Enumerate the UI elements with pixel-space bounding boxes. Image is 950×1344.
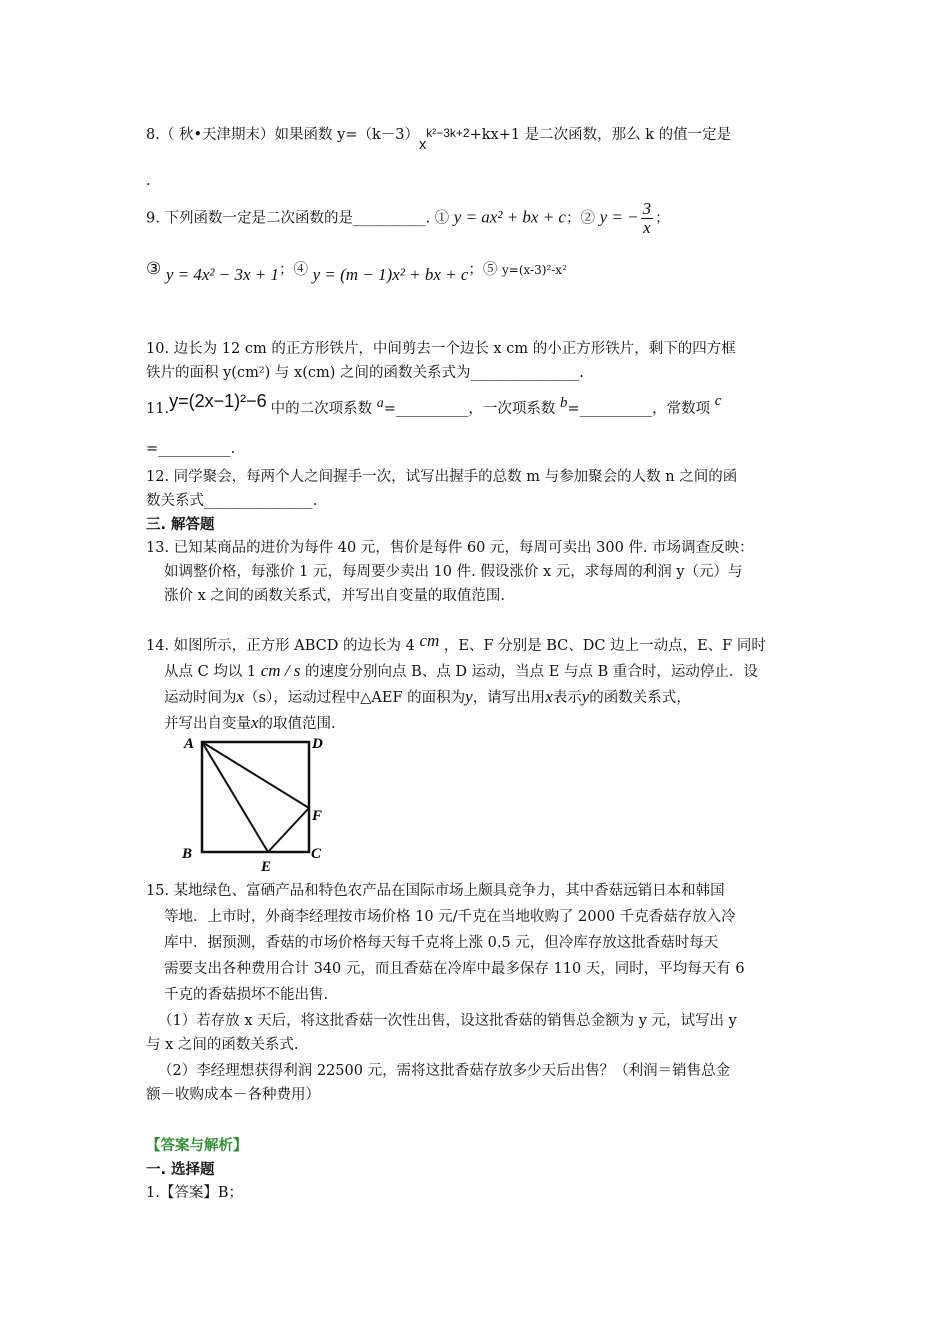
q12-line2: 数关系式_______________.: [146, 493, 318, 509]
q9-formula-3: y = 4x² − 3x + 1: [165, 265, 280, 284]
q15-line6: （1）若存放 x 天后，将这批香菇一次性出售，设这批香菇的销售总金额为 y 元，试写出 y: [158, 1013, 737, 1029]
answers-heading: 【答案与解析】: [146, 1138, 248, 1154]
q14-line4: 并写出自变量x的取值范围.: [164, 713, 336, 732]
label-c: C: [311, 846, 322, 862]
q10-line1: 10. 边长为 12 cm 的正方形铁片，中间剪去一个边长 x cm 的小正方形铁片，剩下的四方框: [146, 341, 736, 357]
label-f: F: [312, 808, 323, 824]
q8-end-dot: .: [146, 173, 151, 189]
label-a: A: [184, 736, 195, 752]
q15-line9: 额－收购成本－各种费用）: [146, 1087, 320, 1103]
q13-line2: 如调整价格，每涨价 1 元，每周要少卖出 10 件. 假设涨价 x 元，求每周的利润 y（元）与: [164, 564, 743, 580]
label-e: E: [261, 859, 272, 872]
q14-line3: 运动时间为x（s），运动过程中△AEF 的面积为y，请写出用x表示y的函数关系式，: [164, 687, 691, 706]
q13-line1: 13. 已知某商品的进价为每件 40 元，售价是每件 60 元，每周可卖出 300 件. 市场调查反映：: [146, 540, 754, 556]
q9-formula-2: y = −: [599, 207, 639, 227]
q12-line1: 12. 同学聚会，每两个人之间握手一次，试写出握手的总数 m 与参加聚会的人数 n 之间的函: [146, 469, 738, 485]
q9-formula-4: y = (m − 1)x² + bx + c: [312, 265, 469, 284]
q8-line: 8.（ 秋•天津期末）如果函数 $y=(k-3)x^{k^2-3k+2}+kx+1$ 是二次函数，那么 k 的值一定是: [146, 118, 731, 146]
answer-1: 1.【答案】B；: [146, 1185, 243, 1201]
q9-line2: ③ y = 4x² − 3x + 1；④ y = (m − 1)x² + bx + c；⑤ y=(x-3)²-x²: [146, 259, 567, 284]
answers-section-1: 一. 选择题: [146, 1162, 215, 1178]
q9-line1: 9. 下列函数一定是二次函数的是__________. ① y = ax² + bx + c；② y = − $\frac{3}{x}$ ；: [146, 199, 670, 237]
q9-fraction: $\frac{3}{x}$: [642, 199, 652, 237]
q13-line3: 涨价 x 之间的函数关系式，并写出自变量的取值范围.: [164, 588, 506, 604]
q14-square-figure: [170, 732, 330, 872]
q15-line3: 库中．据预测，香菇的市场价格每天每千克将上涨 0.5 元，但冷库存放这批香菇时每天: [164, 935, 719, 951]
q9-formula-1: y = ax² + bx + c: [453, 207, 566, 227]
q14-line2: 从点 C 均以 1 cm / s 的速度分别向点 B、点 D 运动，当点 E 与点 B 重合时，运动停止．设: [164, 661, 758, 680]
segment-ae: [202, 742, 268, 852]
section-3-heading: 三. 解答题: [146, 517, 215, 533]
q15-line1: 15. 某地绿色、富硒产品和特色农产品在国际市场上颇具竞争力，其中香菇远销日本和韩国: [146, 883, 725, 899]
q11-line1: 11.y=(2x−1)²−6 中的二次项系数 a=__________，一次项系数 b=__________，常数项 c: [146, 391, 722, 417]
segment-ef: [268, 808, 309, 852]
q15-line7: 与 x 之间的函数关系式.: [146, 1037, 299, 1053]
q11-formula: y=(2x−1)²−6: [169, 391, 267, 411]
q15-line8: （2）李经理想获得利润 22500 元，需将这批香菇存放多少天后出售？（利润＝销售总金: [158, 1063, 731, 1079]
q8-power: $x^{k^2-3k+2}$: [418, 126, 470, 153]
label-b: B: [182, 846, 193, 862]
segment-af: [202, 742, 309, 808]
q15-line2: 等地．上市时，外商李经理按市场价格 10 元/千克在当地收购了 2000 千克香菇存放入冷: [164, 909, 736, 925]
q9-formula-5: y=(x-3)²-x²: [502, 263, 567, 277]
q15-line4: 需要支出各种费用合计 340 元，而且香菇在冷库中最多保存 110 天，同时，平均每天有 6: [164, 961, 745, 977]
q15-line5: 千克的香菇损坏不能出售.: [164, 987, 329, 1003]
q14-line1: 14. 如图所示，正方形 ABCD 的边长为 4 cm ，E、F 分别是 BC、DC 边上一动点，E、F 同时: [146, 631, 766, 654]
q11-line2: =__________.: [146, 441, 236, 457]
label-d: D: [312, 736, 323, 752]
q10-line2: 铁片的面积 y(cm²) 与 x(cm) 之间的函数关系式为_______________.: [146, 365, 584, 381]
